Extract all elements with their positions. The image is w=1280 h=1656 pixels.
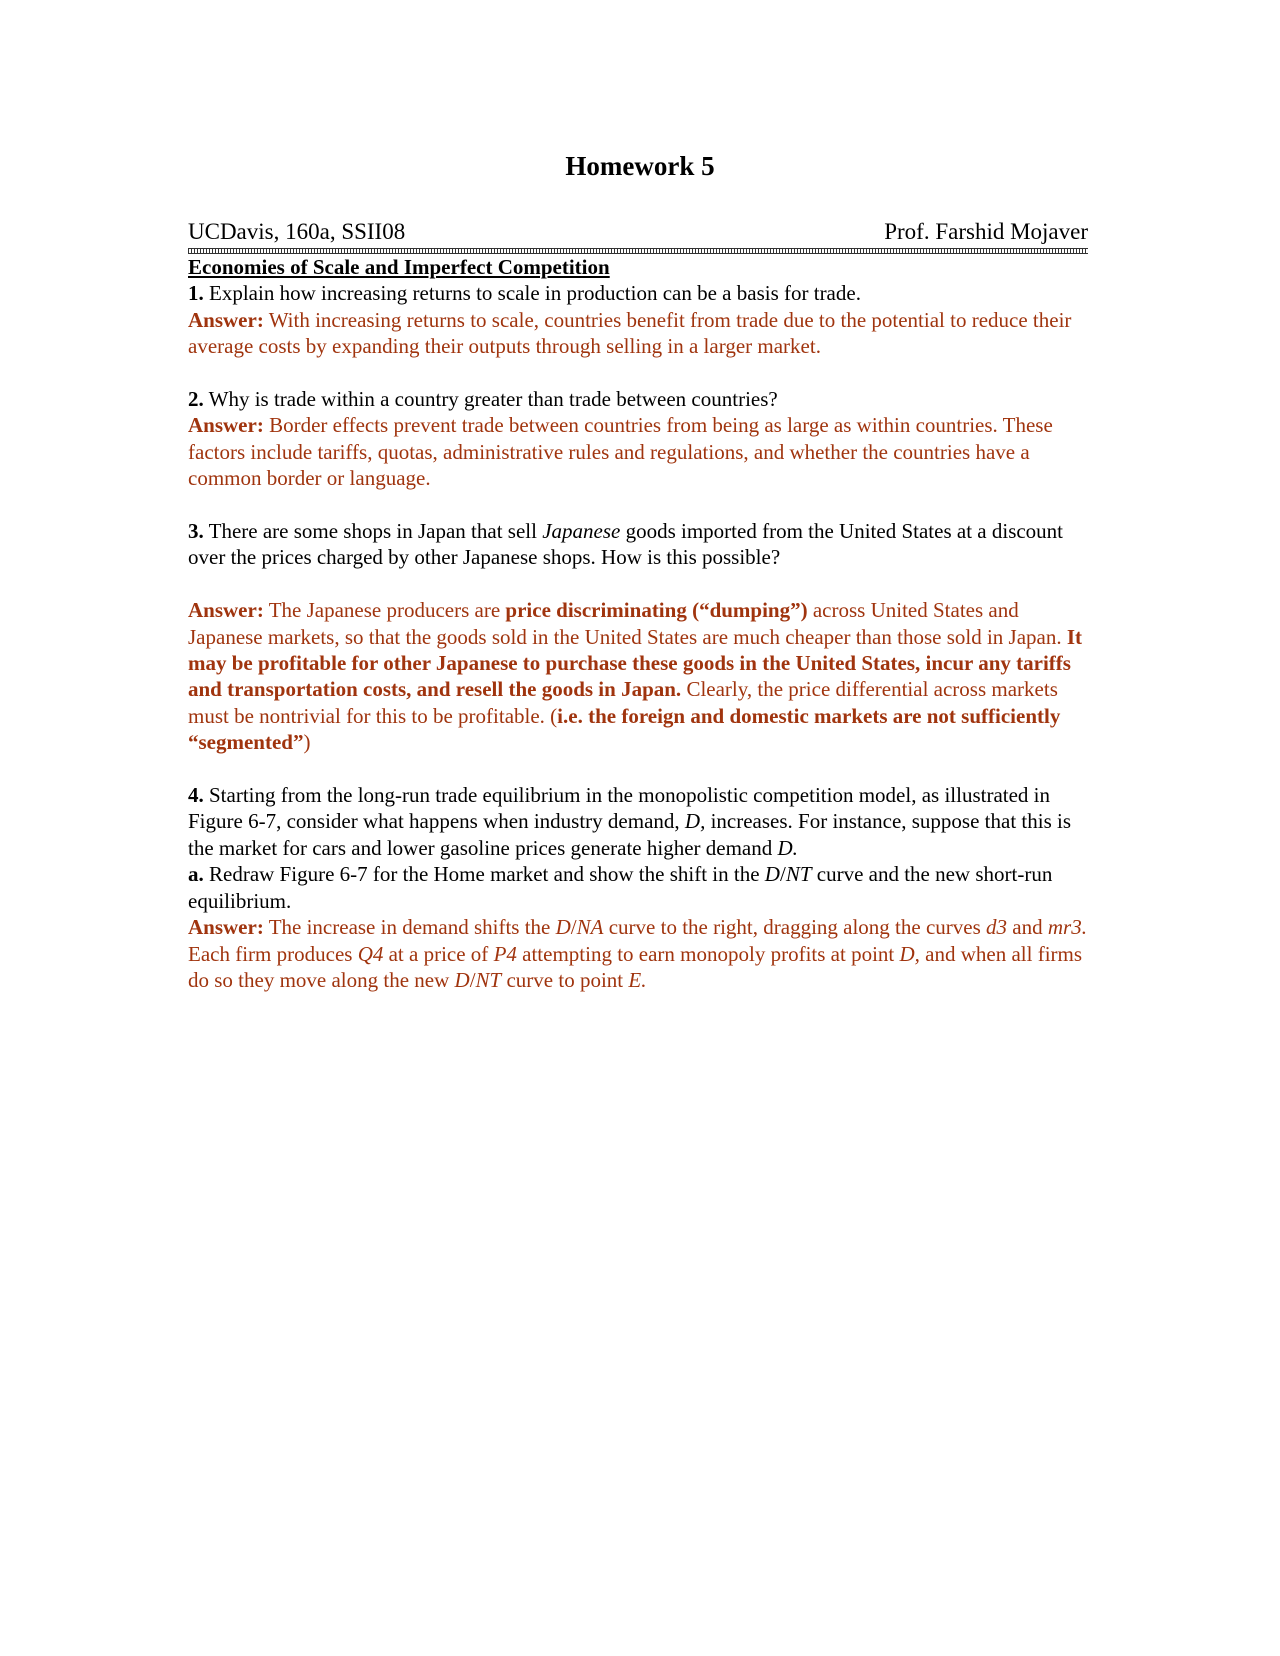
subquestion-label: a. xyxy=(188,862,204,887)
answer-text-italic: E. xyxy=(628,967,647,992)
answer-text: With increasing returns to scale, countries benefit from trade due to the potential to reduce their average costs by expanding their outputs through selling in a larger market. xyxy=(188,307,1072,359)
question-4a xyxy=(188,861,1088,914)
page-title: Homework 5 xyxy=(565,151,715,181)
answer-text: Clearly, the price differential across markets must be nontrivial for this to be profitable. ( xyxy=(188,677,1058,728)
answer-text-italic: d3 xyxy=(986,915,1008,940)
answer-label: Answer: xyxy=(188,915,264,940)
question-number: 3. xyxy=(188,519,204,544)
answer-text-italic: D xyxy=(555,915,571,940)
question-text: Why is trade within a country greater than trade between countries? xyxy=(203,387,778,412)
answer-label: Answer: xyxy=(188,307,264,332)
answer-text-italic: D, xyxy=(899,941,920,966)
question-2 xyxy=(188,386,1088,412)
answer-text: The increase in demand shifts the xyxy=(263,915,556,940)
question-text: curve and the new short-run equilibrium. xyxy=(188,862,1053,913)
answer-text: / xyxy=(570,915,577,940)
answer-label: Answer: xyxy=(188,598,264,623)
question-text-italic: D, xyxy=(684,809,706,834)
question-text-italic: NT xyxy=(785,862,812,887)
course-header xyxy=(188,218,1088,246)
answer-text-italic: P4 xyxy=(493,941,517,966)
question-text: / xyxy=(779,862,786,887)
question-text: Redraw Figure 6-7 for the Home market and show the shift in the xyxy=(203,862,765,887)
answer-text-italic: mr3. xyxy=(1047,915,1087,940)
document-body xyxy=(188,218,1088,993)
answer-text-bold: It may be profitable for other Japanese to purchase these goods in the United States, incur any tariffs and transportation costs, and resell the goods in Japan. xyxy=(188,624,1083,702)
answer-text: and xyxy=(1007,915,1048,940)
answer-text: attempting to earn monopoly profits at point xyxy=(516,941,900,966)
answer-label: Answer: xyxy=(188,413,264,438)
course-info: UCDavis, 160a, SSII08 xyxy=(188,219,406,244)
answer-text: Each firm produces xyxy=(188,941,358,966)
question-4 xyxy=(188,782,1088,861)
answer-text-bold: i.e. the foreign and domestic markets are not sufficiently “segmented” xyxy=(188,703,1061,755)
question-number: 4. xyxy=(188,783,204,808)
question-3 xyxy=(188,518,1088,571)
answer-text-italic: Q4 xyxy=(357,941,384,966)
answer-text: curve to the right, dragging along the curves xyxy=(603,915,987,940)
answer-text: at a price of xyxy=(383,941,494,966)
answer-1 xyxy=(188,307,1088,360)
question-text: Starting from the long-run trade equilibrium in the monopolistic competition model, as illustrated in Figure 6-7, consider what happens when industry demand, xyxy=(188,783,1051,834)
question-text-italic: D xyxy=(764,862,780,887)
question-text-italic: D. xyxy=(777,835,798,860)
question-text-italic: Japanese xyxy=(542,519,621,544)
answer-text: across United States and Japanese markets, so that the goods sold in the United States are much cheaper than those sold in Japan. xyxy=(188,598,1067,649)
answer-text: Border effects prevent trade between countries from being as large as within countries. These factors include tariffs, quotas, administrative rules and regulations, and whether the countries have a common border or language. xyxy=(188,413,1053,491)
answer-text: The Japanese producers are xyxy=(263,598,506,623)
answer-text-italic: D xyxy=(454,967,470,992)
question-number: 1. xyxy=(188,281,204,306)
answer-text: / xyxy=(469,967,476,992)
answer-text: ) xyxy=(303,730,311,755)
answer-text-italic: NT xyxy=(475,967,502,992)
answer-4a xyxy=(188,914,1088,993)
answer-text: and when all firms do so they move along the new xyxy=(188,941,1083,992)
question-text: There are some shops in Japan that sell xyxy=(203,519,543,544)
answer-3 xyxy=(188,597,1088,755)
question-text: goods imported from the United States at a discount over the prices charged by other Japanese shops. How is this possible? xyxy=(188,519,1064,570)
answer-text-italic: NA xyxy=(576,915,604,940)
question-1 xyxy=(188,280,1088,306)
question-text: Explain how increasing returns to scale in production can be a basis for trade. xyxy=(203,281,861,306)
answer-2 xyxy=(188,412,1088,491)
question-number: 2. xyxy=(188,387,204,412)
answer-text: curve to point xyxy=(501,967,629,992)
section-title: Economies of Scale and Imperfect Competition xyxy=(188,255,610,279)
question-text: increases. For instance, suppose that this is the market for cars and lower gasoline prices generate higher demand xyxy=(188,809,1072,860)
answer-text-bold: price discriminating (“dumping”) xyxy=(505,598,808,623)
instructor-name: Prof. Farshid Mojaver xyxy=(884,219,1088,244)
